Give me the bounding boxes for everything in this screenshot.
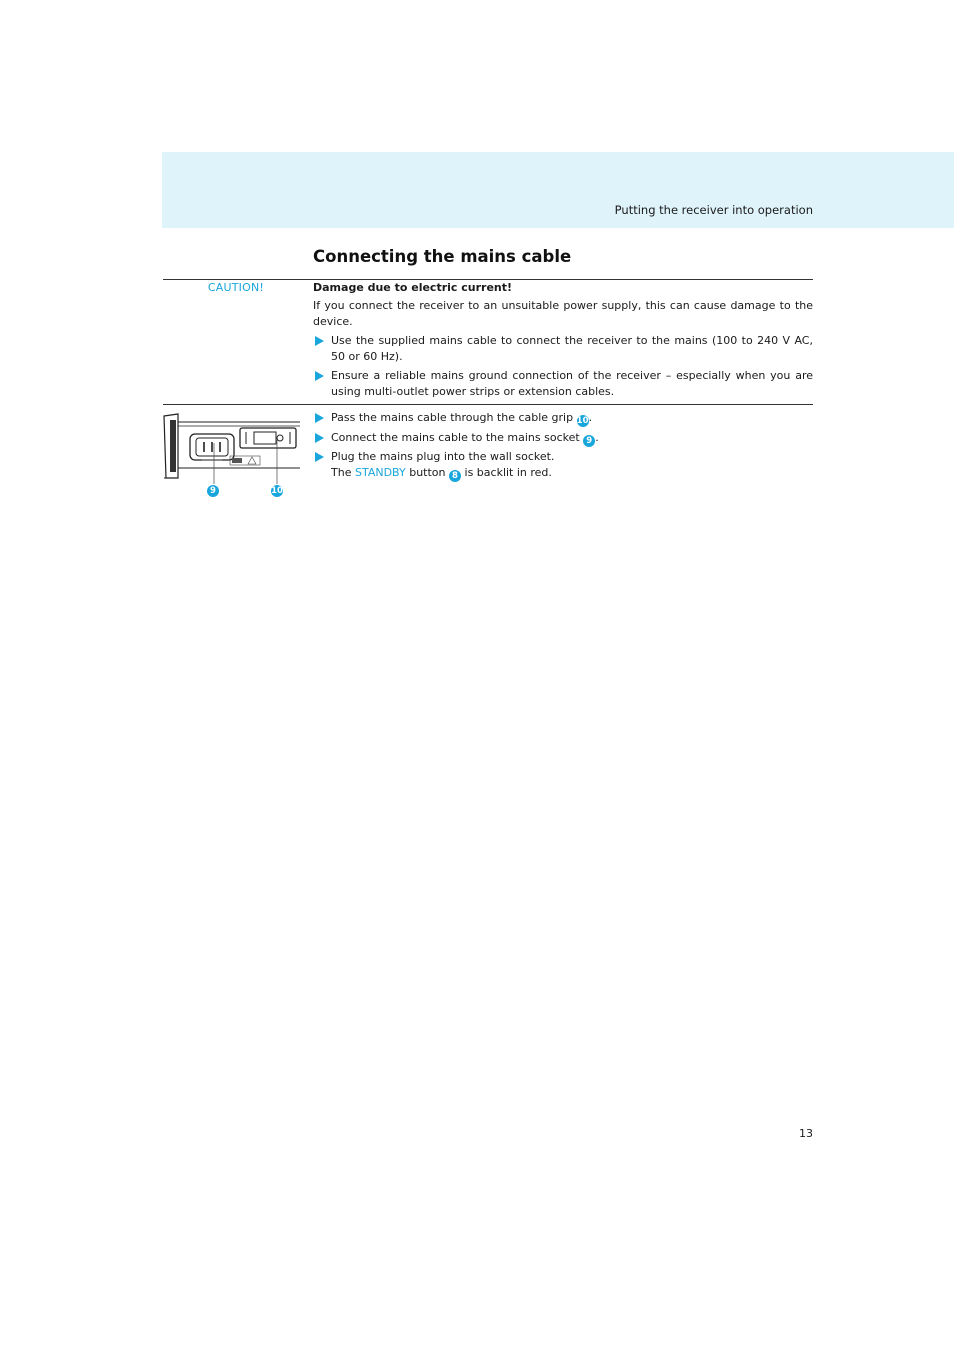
callout-badge: 9 — [583, 435, 595, 447]
bullet-text: Use the supplied mains cable to connect the receiver to the mains (100 to 240 V AC, 50 or 60 Hz). — [331, 334, 813, 363]
arrow-icon — [315, 413, 324, 423]
rear-panel-illustration — [162, 410, 302, 506]
bottom-divider — [163, 404, 813, 405]
arrow-icon — [315, 452, 324, 462]
callout-badge: 10 — [576, 416, 589, 426]
standby-button-label: STANDBY — [354, 466, 406, 479]
section-header: Putting the receiver into operation — [614, 203, 813, 217]
step-result-text: The — [331, 466, 352, 479]
caution-heading: Damage due to electric current! — [313, 281, 513, 294]
caution-text: If you connect the receiver to an unsuitable power supply, this can cause damage to the device. — [313, 299, 813, 328]
header-band — [162, 152, 954, 228]
callout-badge: 8 — [449, 470, 461, 482]
page-number: 13 — [799, 1127, 813, 1140]
step-text: Pass the mains cable through the cable grip — [331, 411, 574, 424]
callout-grip-badge: 10 — [271, 486, 283, 496]
callout-socket-badge: 9 — [207, 485, 219, 497]
bullet-text: Ensure a reliable mains ground connection of the receiver – especially when you are using multi-outlet power strips or extension cables. — [331, 369, 813, 398]
arrow-icon — [315, 371, 324, 381]
step-text: Plug the mains plug into the wall socket. — [331, 450, 555, 463]
step-text: Connect the mains cable to the mains socket — [331, 431, 580, 444]
arrow-icon — [315, 336, 324, 346]
step-result-text: is backlit in red. — [464, 466, 552, 479]
arrow-icon — [315, 433, 324, 443]
caution-label: CAUTION! — [207, 281, 264, 294]
step-result-text: button — [409, 466, 446, 479]
page-title: Connecting the mains cable — [313, 247, 572, 266]
